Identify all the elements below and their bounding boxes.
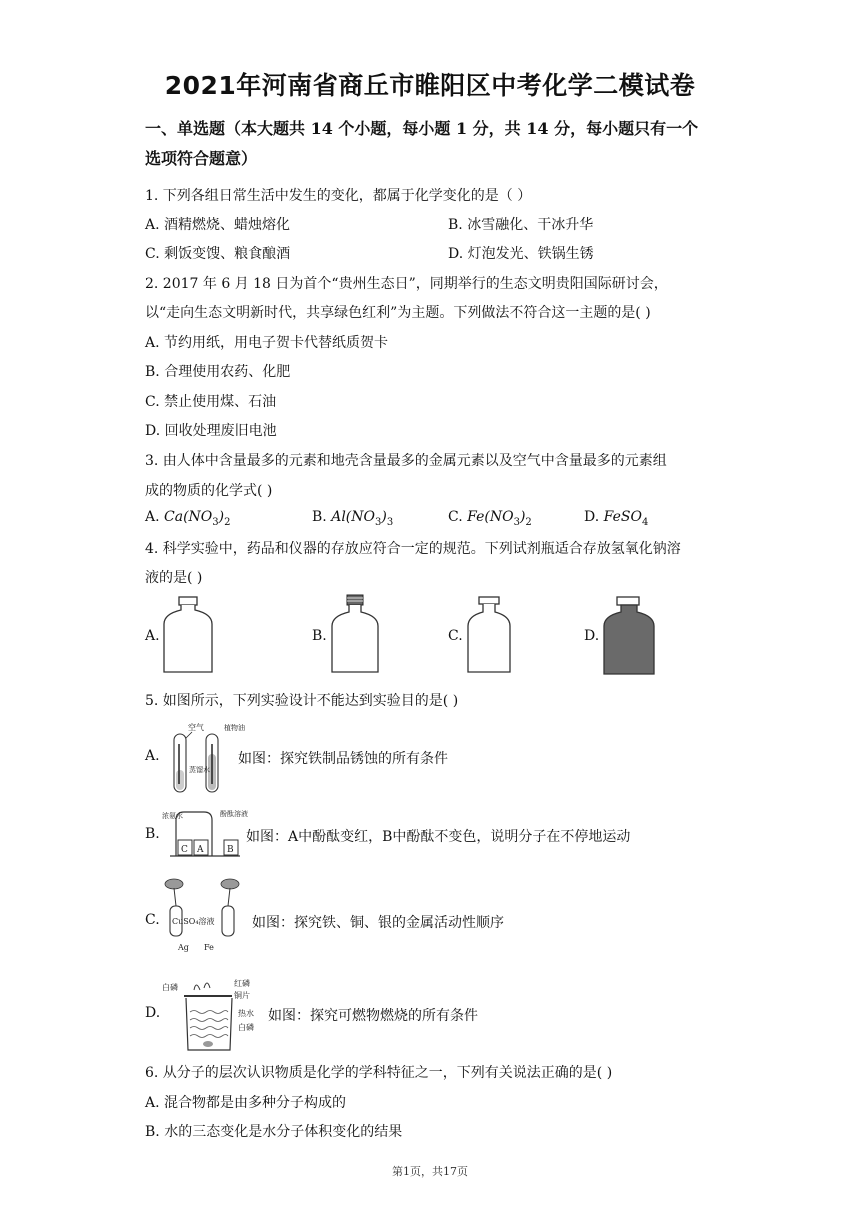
- q5-option-b-text: 如图：A中酚酞变红，B中酚酞不变色，说明分子在不停地运动: [246, 829, 631, 845]
- q3-stem-line2: 成的物质的化学式( ): [145, 483, 273, 499]
- beaker-b-label: B: [227, 845, 234, 855]
- rubber-stopper-bottle-figure: [330, 594, 380, 674]
- q5-option-d-text: 如图：探究可燃物燃烧的所有条件: [268, 1008, 478, 1024]
- q5-stem: 5. 如图所示，下列实验设计不能达到实验目的是( ): [145, 693, 459, 709]
- q3-formula-a: $Ca(NO_3)_2$: [164, 509, 231, 528]
- phenol-label: 酚酞溶液: [220, 810, 248, 818]
- white-phosphorus-label: 白磷: [162, 983, 178, 992]
- molecule-motion-figure: [160, 806, 246, 864]
- q1-option-b: B. 冰雪融化、干冰升华: [448, 217, 594, 233]
- q5-option-b-label: B.: [145, 826, 160, 842]
- q4-option-b-label: B.: [312, 628, 327, 644]
- q2-stem-line2: 以“走向生态文明新时代，共享绿色红利”为主题。下列做法不符合这一主题的是( ): [145, 305, 651, 321]
- q5-option-c-text: 如图：探究铁、铜、银的金属活动性顺序: [252, 915, 504, 931]
- q3-option-b: [312, 509, 393, 528]
- beaker-a-label: A: [197, 845, 204, 855]
- q4-stem-line2: 液的是( ): [145, 570, 203, 586]
- air-label: 空气: [188, 723, 204, 732]
- q4-option-a-label: A.: [145, 628, 160, 644]
- section-heading-line1: 一、单选题（本大题共 14 个小题，每小题 1 分，共 14 分，每小题只有一个: [145, 119, 699, 138]
- q3-option-d: [584, 509, 648, 528]
- q3-option-c: [448, 509, 532, 528]
- q3-option-a: [145, 509, 230, 528]
- page-footer: 第1页，共17页: [392, 1165, 468, 1178]
- q3-option-d-label: D.: [584, 509, 600, 525]
- wide-mouth-bottle-figure: [162, 596, 214, 674]
- narrow-mouth-bottle-figure: [466, 596, 512, 674]
- q2-stem-line1: 2. 2017 年 6 月 18 日为首个“贵州生态日”，同期举行的生态文明贵阳国际研讨会，: [145, 276, 668, 292]
- q6-stem: 6. 从分子的层次认识物质是化学的学科特征之一，下列有关说法正确的是( ): [145, 1065, 613, 1081]
- ammonia-label: 浓氨水: [162, 812, 183, 820]
- oil-label: 植物油: [224, 724, 245, 732]
- copper-sheet-label: 铜片: [234, 991, 250, 1000]
- beaker-c-label: C: [181, 845, 188, 855]
- q5-option-a-label: A.: [145, 748, 160, 764]
- q2-option-d: D. 回收处理废旧电池: [145, 423, 277, 439]
- q3-option-a-label: A.: [145, 509, 160, 525]
- section-heading-line2: 选项符合题意）: [145, 149, 258, 168]
- q2-option-a: A. 节约用纸，用电子贺卡代替纸质贺卡: [145, 335, 389, 351]
- q6-option-a: A. 混合物都是由多种分子构成的: [145, 1095, 347, 1111]
- red-phosphorus-label: 红磷: [234, 979, 250, 988]
- combustion-conditions-figure: [160, 976, 266, 1056]
- q3-option-b-label: B.: [312, 509, 327, 525]
- q3-option-c-label: C.: [448, 509, 463, 525]
- q5-option-a-text: 如图：探究铁制品锈蚀的所有条件: [238, 751, 448, 767]
- q4-option-d-label: D.: [584, 628, 600, 644]
- rust-test-tubes-figure: [162, 720, 245, 794]
- q5-option-d-label: D.: [145, 1005, 161, 1021]
- brown-bottle-figure: [602, 596, 656, 676]
- q1-option-a: A. 酒精燃烧、蜡烛熔化: [145, 217, 291, 233]
- q3-stem-line1: 3. 由人体中含量最多的元素和地壳含量最多的金属元素以及空气中含量最多的元素组: [145, 453, 667, 469]
- q3-formula-c: $Fe(NO_3)_2$: [467, 509, 532, 528]
- hot-water-label: 热水: [238, 1009, 254, 1018]
- q6-option-b: B. 水的三态变化是水分子体积变化的结果: [145, 1124, 403, 1140]
- metal-activity-figure: [158, 876, 250, 956]
- page-title: 2021年河南省商丘市睢阳区中考化学二模试卷: [164, 71, 696, 100]
- fe-label: Fe: [204, 943, 214, 952]
- white-phosphorus-2-label: 白磷: [238, 1023, 254, 1032]
- water-label: 蒸馏水: [189, 766, 210, 774]
- q1-stem: 1. 下列各组日常生活中发生的变化，都属于化学变化的是（ ）: [145, 188, 532, 204]
- ag-label: Ag: [178, 943, 189, 952]
- q2-option-c: C. 禁止使用煤、石油: [145, 394, 277, 410]
- q5-option-c-label: C.: [145, 912, 160, 928]
- q4-option-c-label: C.: [448, 628, 463, 644]
- q1-option-c: C. 剩饭变馊、粮食酿酒: [145, 246, 291, 262]
- q3-formula-d: FeSO$_4$: [603, 509, 649, 528]
- q2-option-b: B. 合理使用农药、化肥: [145, 364, 291, 380]
- q4-stem-line1: 4. 科学实验中，药品和仪器的存放应符合一定的规范。下列试剂瓶适合存放氢氧化钠溶: [145, 541, 681, 557]
- cuso4-label: CuSO₄溶液: [172, 917, 215, 926]
- q3-formula-b: $Al(NO_3)_3$: [331, 509, 394, 528]
- q1-option-d: D. 灯泡发光、铁锅生锈: [448, 246, 594, 262]
